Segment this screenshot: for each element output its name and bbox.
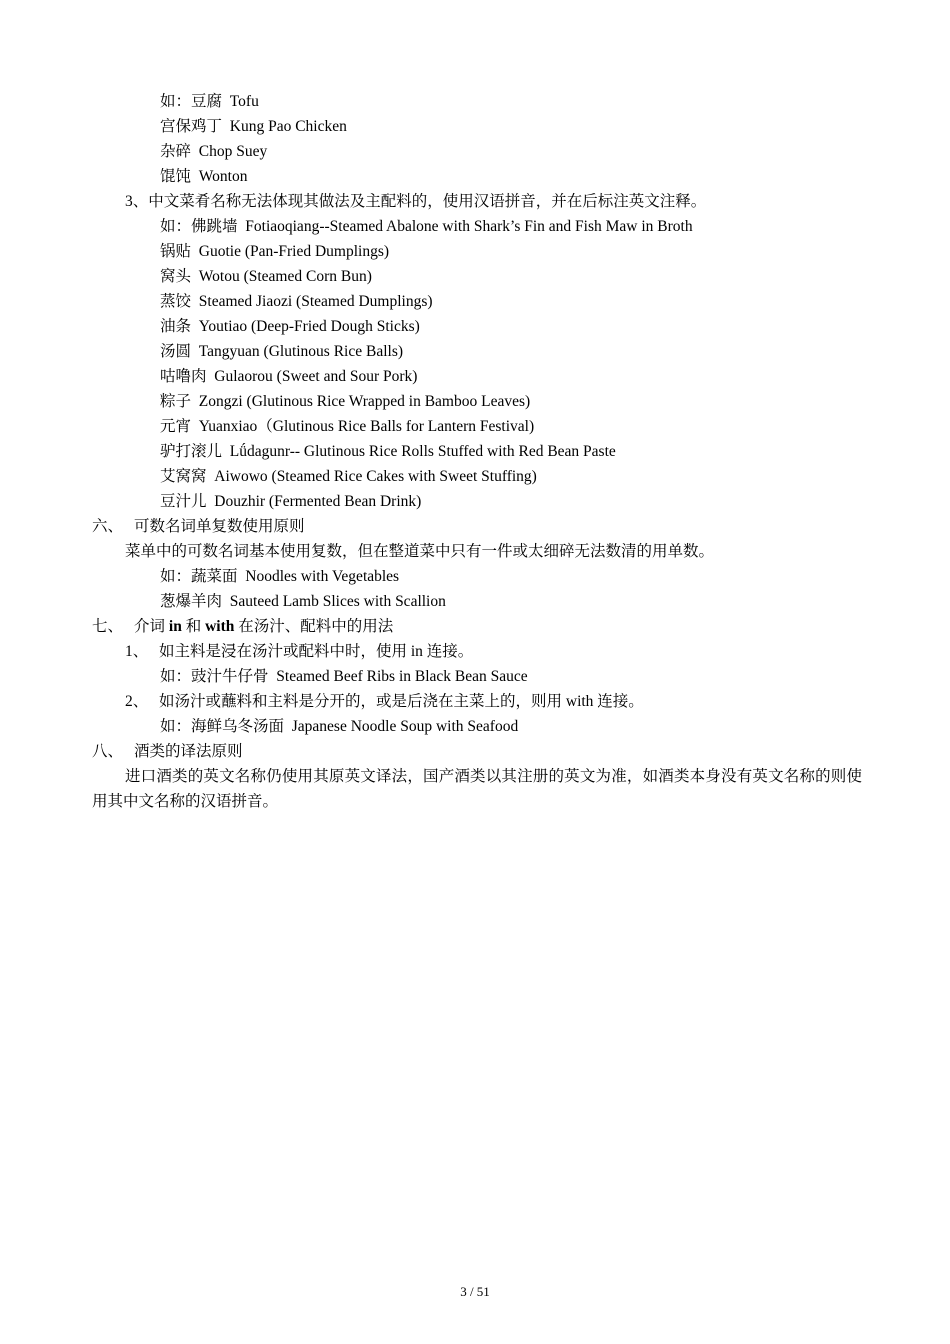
example-en: Douzhir (Fermented Bean Drink) bbox=[214, 493, 422, 510]
section-number: 六、 bbox=[92, 518, 124, 535]
example-en: Zongzi (Glutinous Rice Wrapped in Bamboo Leaves) bbox=[198, 393, 531, 410]
keyword-in: in bbox=[168, 618, 182, 635]
example-cn: 油条 bbox=[160, 318, 192, 335]
example-cn: 如：蔬菜面 bbox=[160, 568, 238, 585]
example-en: Tangyuan (Glutinous Rice Balls) bbox=[198, 343, 404, 360]
example-line bbox=[160, 92, 259, 112]
example-line bbox=[160, 317, 420, 337]
example-cn: 如：豉汁牛仔骨 bbox=[160, 668, 269, 685]
item-number: 2、 bbox=[125, 693, 149, 710]
example-cn: 粽子 bbox=[160, 393, 192, 410]
example-line bbox=[160, 492, 421, 512]
example-line bbox=[160, 467, 537, 487]
example-cn: 杂碎 bbox=[160, 143, 192, 160]
example-cn: 馄饨 bbox=[160, 168, 192, 185]
example-line bbox=[160, 442, 616, 462]
example-line bbox=[160, 267, 372, 287]
example-en: Guotie (Pan-Fried Dumplings) bbox=[198, 243, 390, 260]
example-line bbox=[160, 167, 247, 187]
section-title: 可数名词单复数使用原则 bbox=[134, 518, 305, 535]
example-cn: 宫保鸡丁 bbox=[160, 118, 223, 135]
example-line bbox=[160, 567, 399, 587]
numbered-item bbox=[125, 692, 644, 712]
example-en: Wonton bbox=[198, 168, 248, 185]
rule-3-heading: 3、中文菜肴名称无法体现其做法及主配料的，使用汉语拼音，并在后标注英文注释。 bbox=[125, 193, 707, 210]
example-en: Wotou (Steamed Corn Bun) bbox=[198, 268, 372, 285]
section-title: 酒类的译法原则 bbox=[134, 743, 243, 760]
example-en: Noodles with Vegetables bbox=[245, 568, 400, 585]
item-number: 1、 bbox=[125, 643, 149, 660]
numbered-item bbox=[125, 642, 473, 662]
example-cn: 如：豆腐 bbox=[160, 93, 223, 110]
example-line bbox=[160, 342, 403, 362]
example-cn: 豆汁儿 bbox=[160, 493, 207, 510]
example-cn: 元宵 bbox=[160, 418, 192, 435]
example-en: Yuanxiao（Glutinous Rice Balls for Lantern Festival) bbox=[198, 418, 535, 435]
example-en: Chop Suey bbox=[198, 143, 268, 160]
example-line bbox=[160, 717, 518, 737]
example-en: Japanese Noodle Soup with Seafood bbox=[291, 718, 519, 735]
example-line bbox=[160, 242, 389, 262]
example-line bbox=[160, 292, 433, 312]
example-en: Lǘdagunr-- Glutinous Rice Rolls Stuffed with Red Bean Paste bbox=[229, 443, 616, 460]
example-cn: 窝头 bbox=[160, 268, 192, 285]
example-en: Steamed Beef Ribs in Black Bean Sauce bbox=[276, 668, 528, 685]
example-cn: 锅贴 bbox=[160, 243, 192, 260]
example-en: Kung Pao Chicken bbox=[229, 118, 347, 135]
example-line bbox=[160, 117, 347, 137]
section-number: 七、 bbox=[92, 618, 124, 635]
example-en: Aiwowo (Steamed Rice Cakes with Sweet Stuffing) bbox=[214, 468, 537, 485]
page-number: 3 / 51 bbox=[460, 1284, 490, 1299]
example-cn: 驴打滚儿 bbox=[160, 443, 223, 460]
section-7-heading bbox=[92, 617, 393, 637]
example-cn: 如：海鲜乌冬汤面 bbox=[160, 718, 285, 735]
example-en: Steamed Jiaozi (Steamed Dumplings) bbox=[198, 293, 433, 310]
example-cn: 葱爆羊肉 bbox=[160, 593, 223, 610]
example-line bbox=[160, 217, 693, 237]
section-8-heading bbox=[92, 742, 243, 762]
example-en: Youtiao (Deep-Fried Dough Sticks) bbox=[198, 318, 420, 335]
example-cn: 如：佛跳墙 bbox=[160, 218, 238, 235]
keyword-with: with bbox=[205, 618, 235, 635]
example-cn: 咕噜肉 bbox=[160, 368, 207, 385]
item-text: 如主料是浸在汤汁或配料中时，使用 in 连接。 bbox=[159, 643, 474, 660]
example-en: Fotiaoqiang--Steamed Abalone with Shark’s Fin and Fish Maw in Broth bbox=[245, 218, 693, 235]
example-line bbox=[160, 392, 530, 412]
example-line bbox=[160, 667, 528, 687]
section-6-body: 菜单中的可数名词基本使用复数，但在整道菜中只有一件或太细碎无法数清的用单数。 bbox=[125, 543, 715, 560]
section-6-heading bbox=[92, 517, 305, 537]
example-line bbox=[160, 592, 446, 612]
example-cn: 艾窝窝 bbox=[160, 468, 207, 485]
section-number: 八、 bbox=[92, 743, 124, 760]
section-title-and: 和 bbox=[185, 618, 202, 635]
section-title-pre: 介词 bbox=[134, 618, 166, 635]
example-en: Gulaorou (Sweet and Sour Pork) bbox=[214, 368, 418, 385]
example-line bbox=[160, 142, 267, 162]
example-line bbox=[160, 367, 417, 387]
example-cn: 汤圆 bbox=[160, 343, 192, 360]
example-line bbox=[160, 417, 534, 437]
section-title-post: 在汤汁、配料中的用法 bbox=[238, 618, 394, 635]
item-text: 如汤汁或蘸料和主料是分开的，或是后浇在主菜上的，则用 with 连接。 bbox=[159, 693, 644, 710]
example-en: Sauteed Lamb Slices with Scallion bbox=[229, 593, 446, 610]
example-en: Tofu bbox=[229, 93, 259, 110]
example-cn: 蒸饺 bbox=[160, 293, 192, 310]
section-8-body: 进口酒类的英文名称仍使用其原英文译法，国产酒类以其注册的英文为准，如酒类本身没有英文名称的则使用其中文名称的汉语拼音。 bbox=[92, 768, 862, 810]
